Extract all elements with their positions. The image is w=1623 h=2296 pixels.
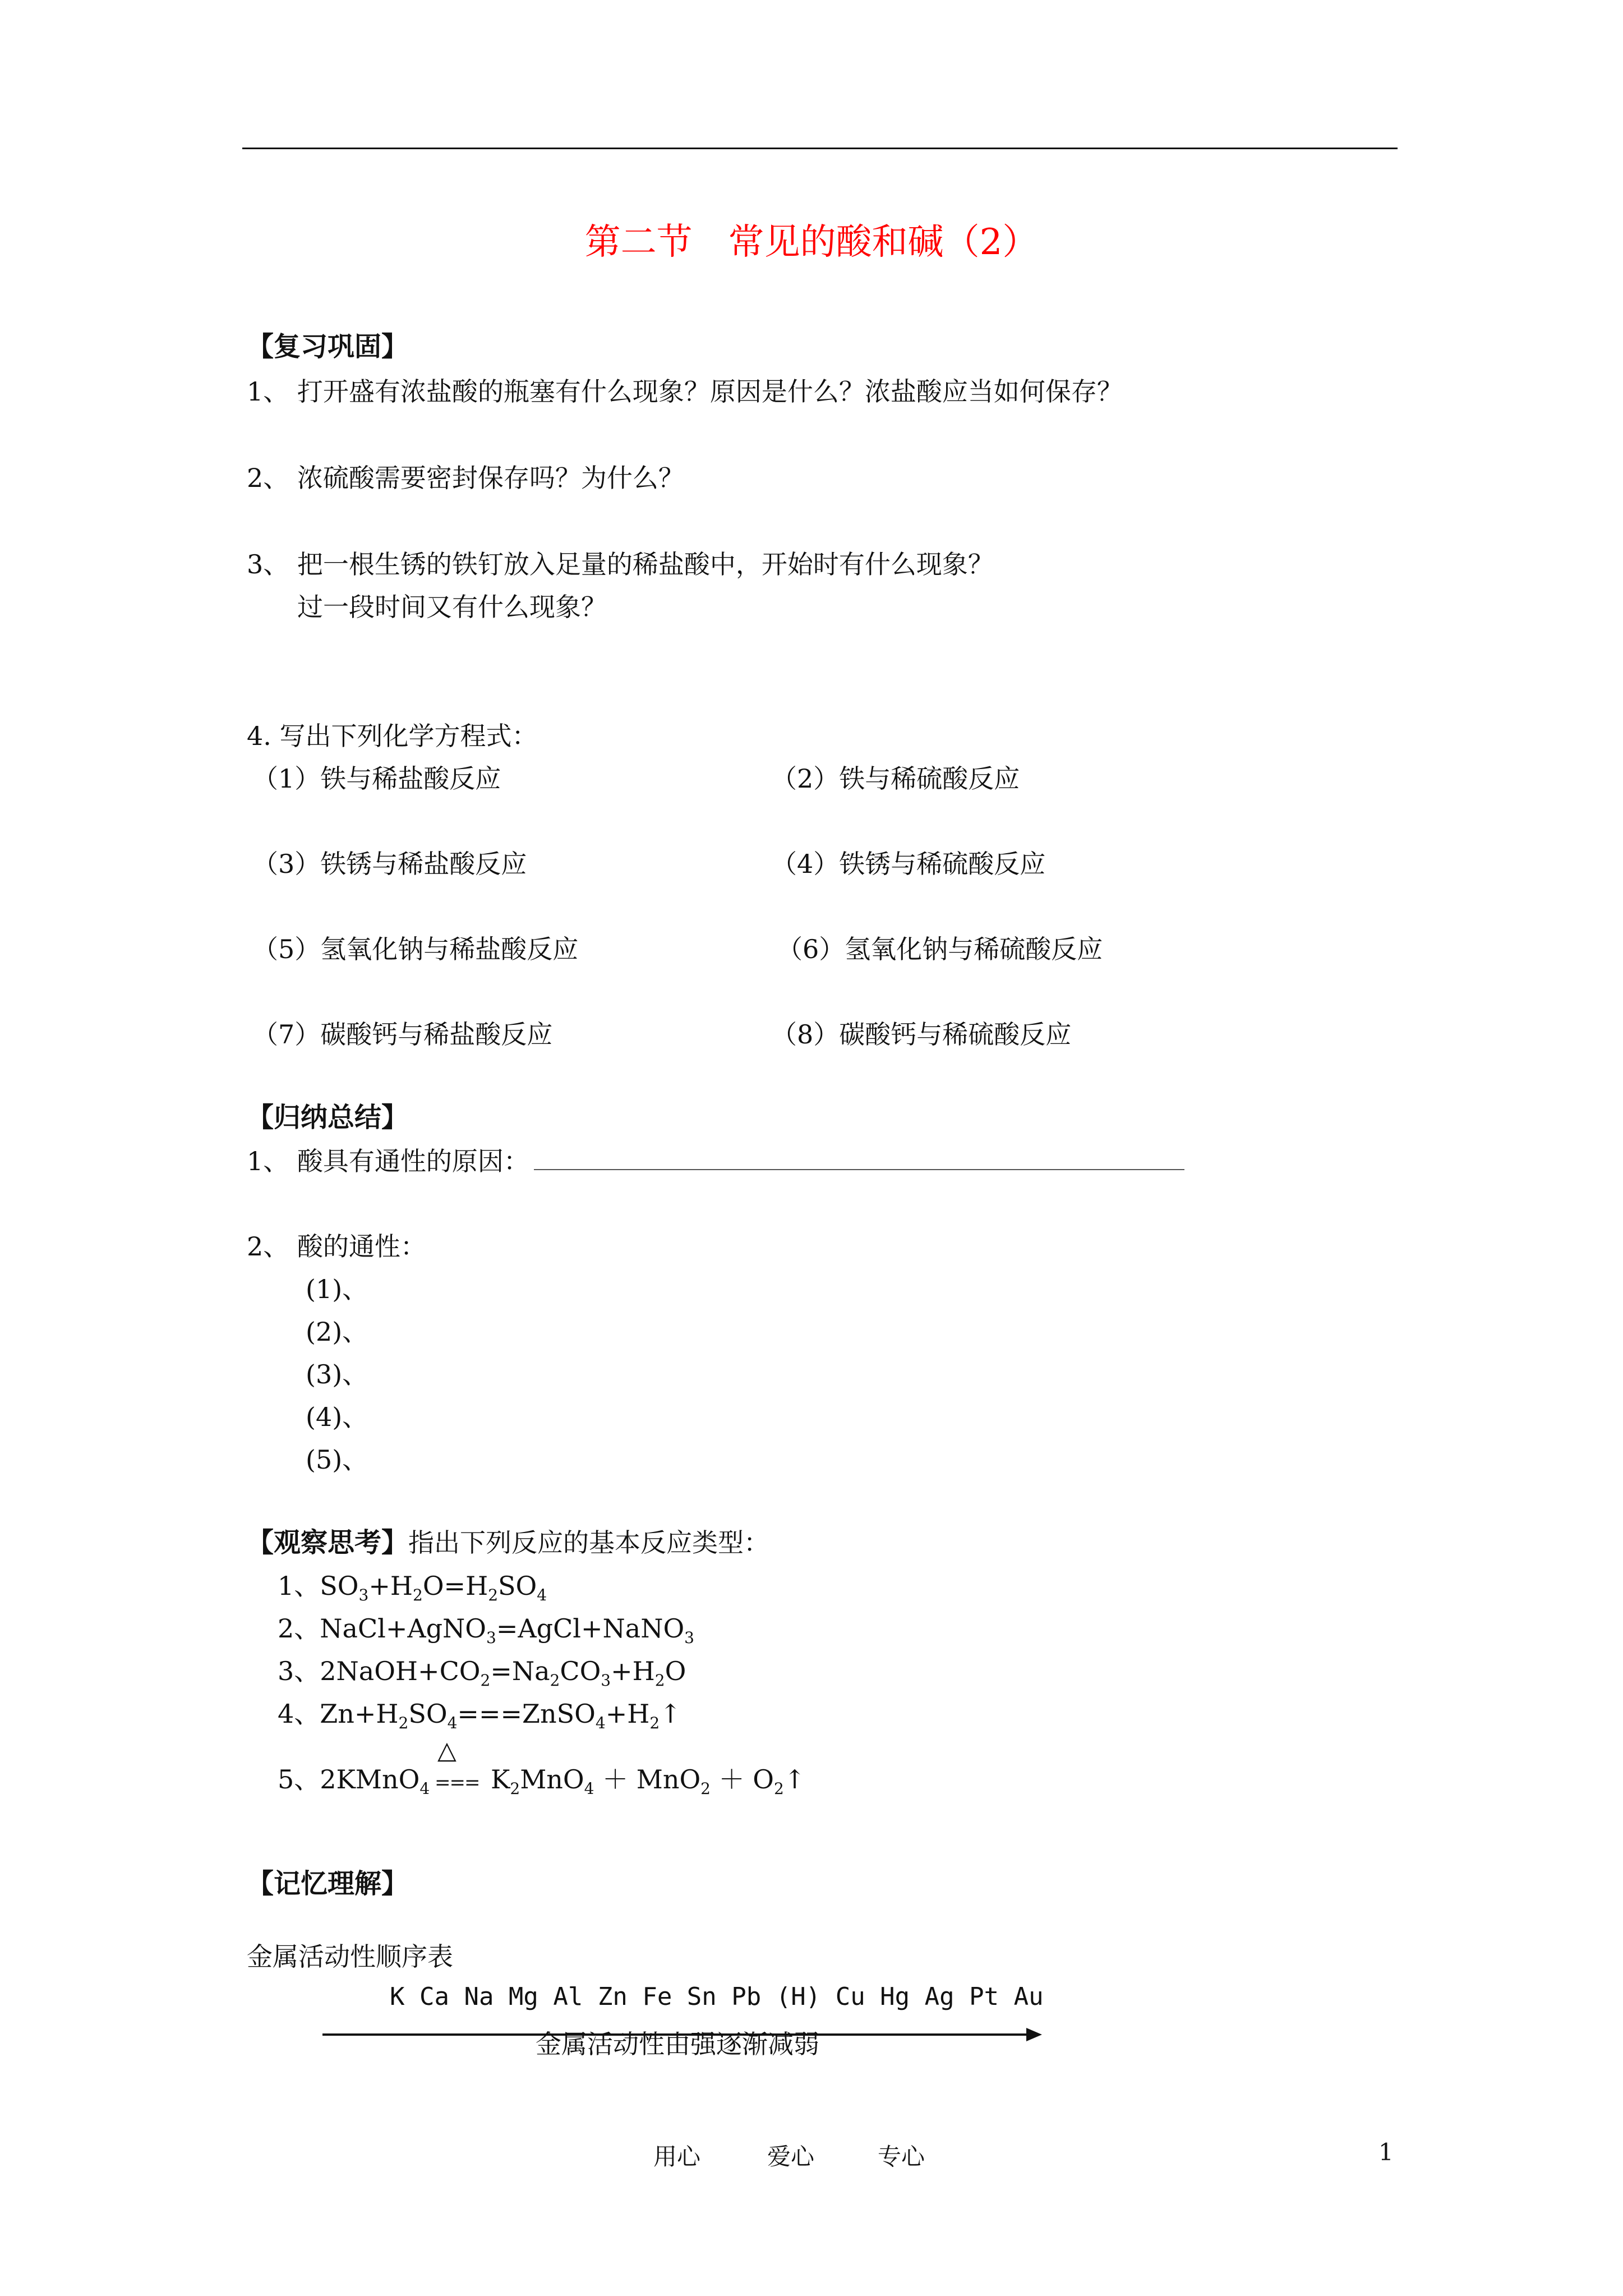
- property-item: (5)、: [306, 1444, 368, 1475]
- summary-question-1-text: 1、 酸具有通性的原因：: [247, 1146, 529, 1176]
- property-item: (1)、: [306, 1274, 368, 1304]
- equation-prompt: （4）铁锈与稀硫酸反应: [771, 849, 1046, 879]
- reaction-5-products: $K_2MnO_4 + MnO_2$ ＋ $O_2↑$: [491, 1764, 806, 1798]
- footer-word: 用心: [653, 2143, 701, 2170]
- footer-word: 爱心: [767, 2143, 815, 2170]
- arrow-label: 金属活动性由强逐渐减弱: [536, 2029, 819, 2059]
- equation-prompt: （7）碳酸钙与稀盐酸反应: [252, 1019, 553, 1050]
- page-number: 1: [1378, 2138, 1394, 2166]
- summary-question-1: [247, 1144, 1184, 1178]
- heat-symbol: △: [437, 1736, 457, 1765]
- review-question-3-line-1: 3、 把一根生锈的铁钉放入足量的稀盐酸中，开始时有什么现象？: [247, 549, 994, 579]
- review-question-3-line-2: 过一段时间又有什么现象？: [297, 592, 607, 622]
- equation-prompt: （5）氢氧化钠与稀盐酸反应: [252, 934, 579, 964]
- reaction-5: 5、2KMnO$_4$: [278, 1764, 430, 1798]
- footer-word: 专心: [878, 2143, 925, 2170]
- review-question-4: 4. 写出下列化学方程式：: [247, 721, 538, 751]
- equation-prompt: （3）铁锈与稀盐酸反应: [252, 849, 527, 879]
- equation-prompt: （8）碳酸钙与稀硫酸反应: [771, 1019, 1072, 1050]
- observe-header: 【观察思考】: [247, 1527, 409, 1558]
- summary-question-2: 2、 酸的通性：: [247, 1231, 426, 1262]
- equation-prompt: （1）铁与稀盐酸反应: [252, 763, 501, 794]
- property-item: (2)、: [306, 1317, 368, 1347]
- metal-series: K Ca Na Mg Al Zn Fe Sn Pb (H) Cu Hg Ag Pt Au: [390, 1982, 1044, 2011]
- observe-prompt: 指出下列反应的基本反应类型：: [408, 1527, 770, 1558]
- top-rule: [242, 148, 1398, 149]
- summary-header: 【归纳总结】: [247, 1102, 409, 1133]
- review-question-2: 2、 浓硫酸需要密封保存吗？为什么？: [247, 463, 684, 493]
- review-header: 【复习巩固】: [247, 331, 409, 362]
- activity-table-title: 金属活动性顺序表: [247, 1941, 453, 1972]
- answer-blank: [534, 1147, 1184, 1170]
- reaction-4: 4、$Zn+H_2SO_4===ZnSO_4+H_2↑$: [278, 1699, 681, 1732]
- property-item: (3)、: [306, 1359, 368, 1389]
- equation-prompt: （2）铁与稀硫酸反应: [771, 763, 1020, 794]
- memory-header: 【记忆理解】: [247, 1868, 409, 1899]
- observe-line: [247, 1526, 769, 1559]
- page-title: 第二节 常见的酸和碱（2）: [584, 222, 1039, 263]
- property-item: (4)、: [306, 1402, 368, 1432]
- equation-prompt: （6）氢氧化钠与稀硫酸反应: [777, 934, 1103, 964]
- reaction-2: 2、NaCl+AgNO$_3$=AgCl+NaNO$_3$: [278, 1613, 694, 1647]
- equals-sign: ===: [435, 1772, 479, 1794]
- arrow-head-icon: [1026, 2028, 1042, 2041]
- review-question-1: 1、 打开盛有浓盐酸的瓶塞有什么现象？原因是什么？浓盐酸应当如何保存？: [247, 376, 1123, 407]
- reaction-3: 3、$2NaOH+CO_2=Na_2CO_3+H_2O$: [278, 1656, 686, 1690]
- reaction-1: 1、$SO_3+H_2O=H_2SO_4$: [278, 1571, 547, 1604]
